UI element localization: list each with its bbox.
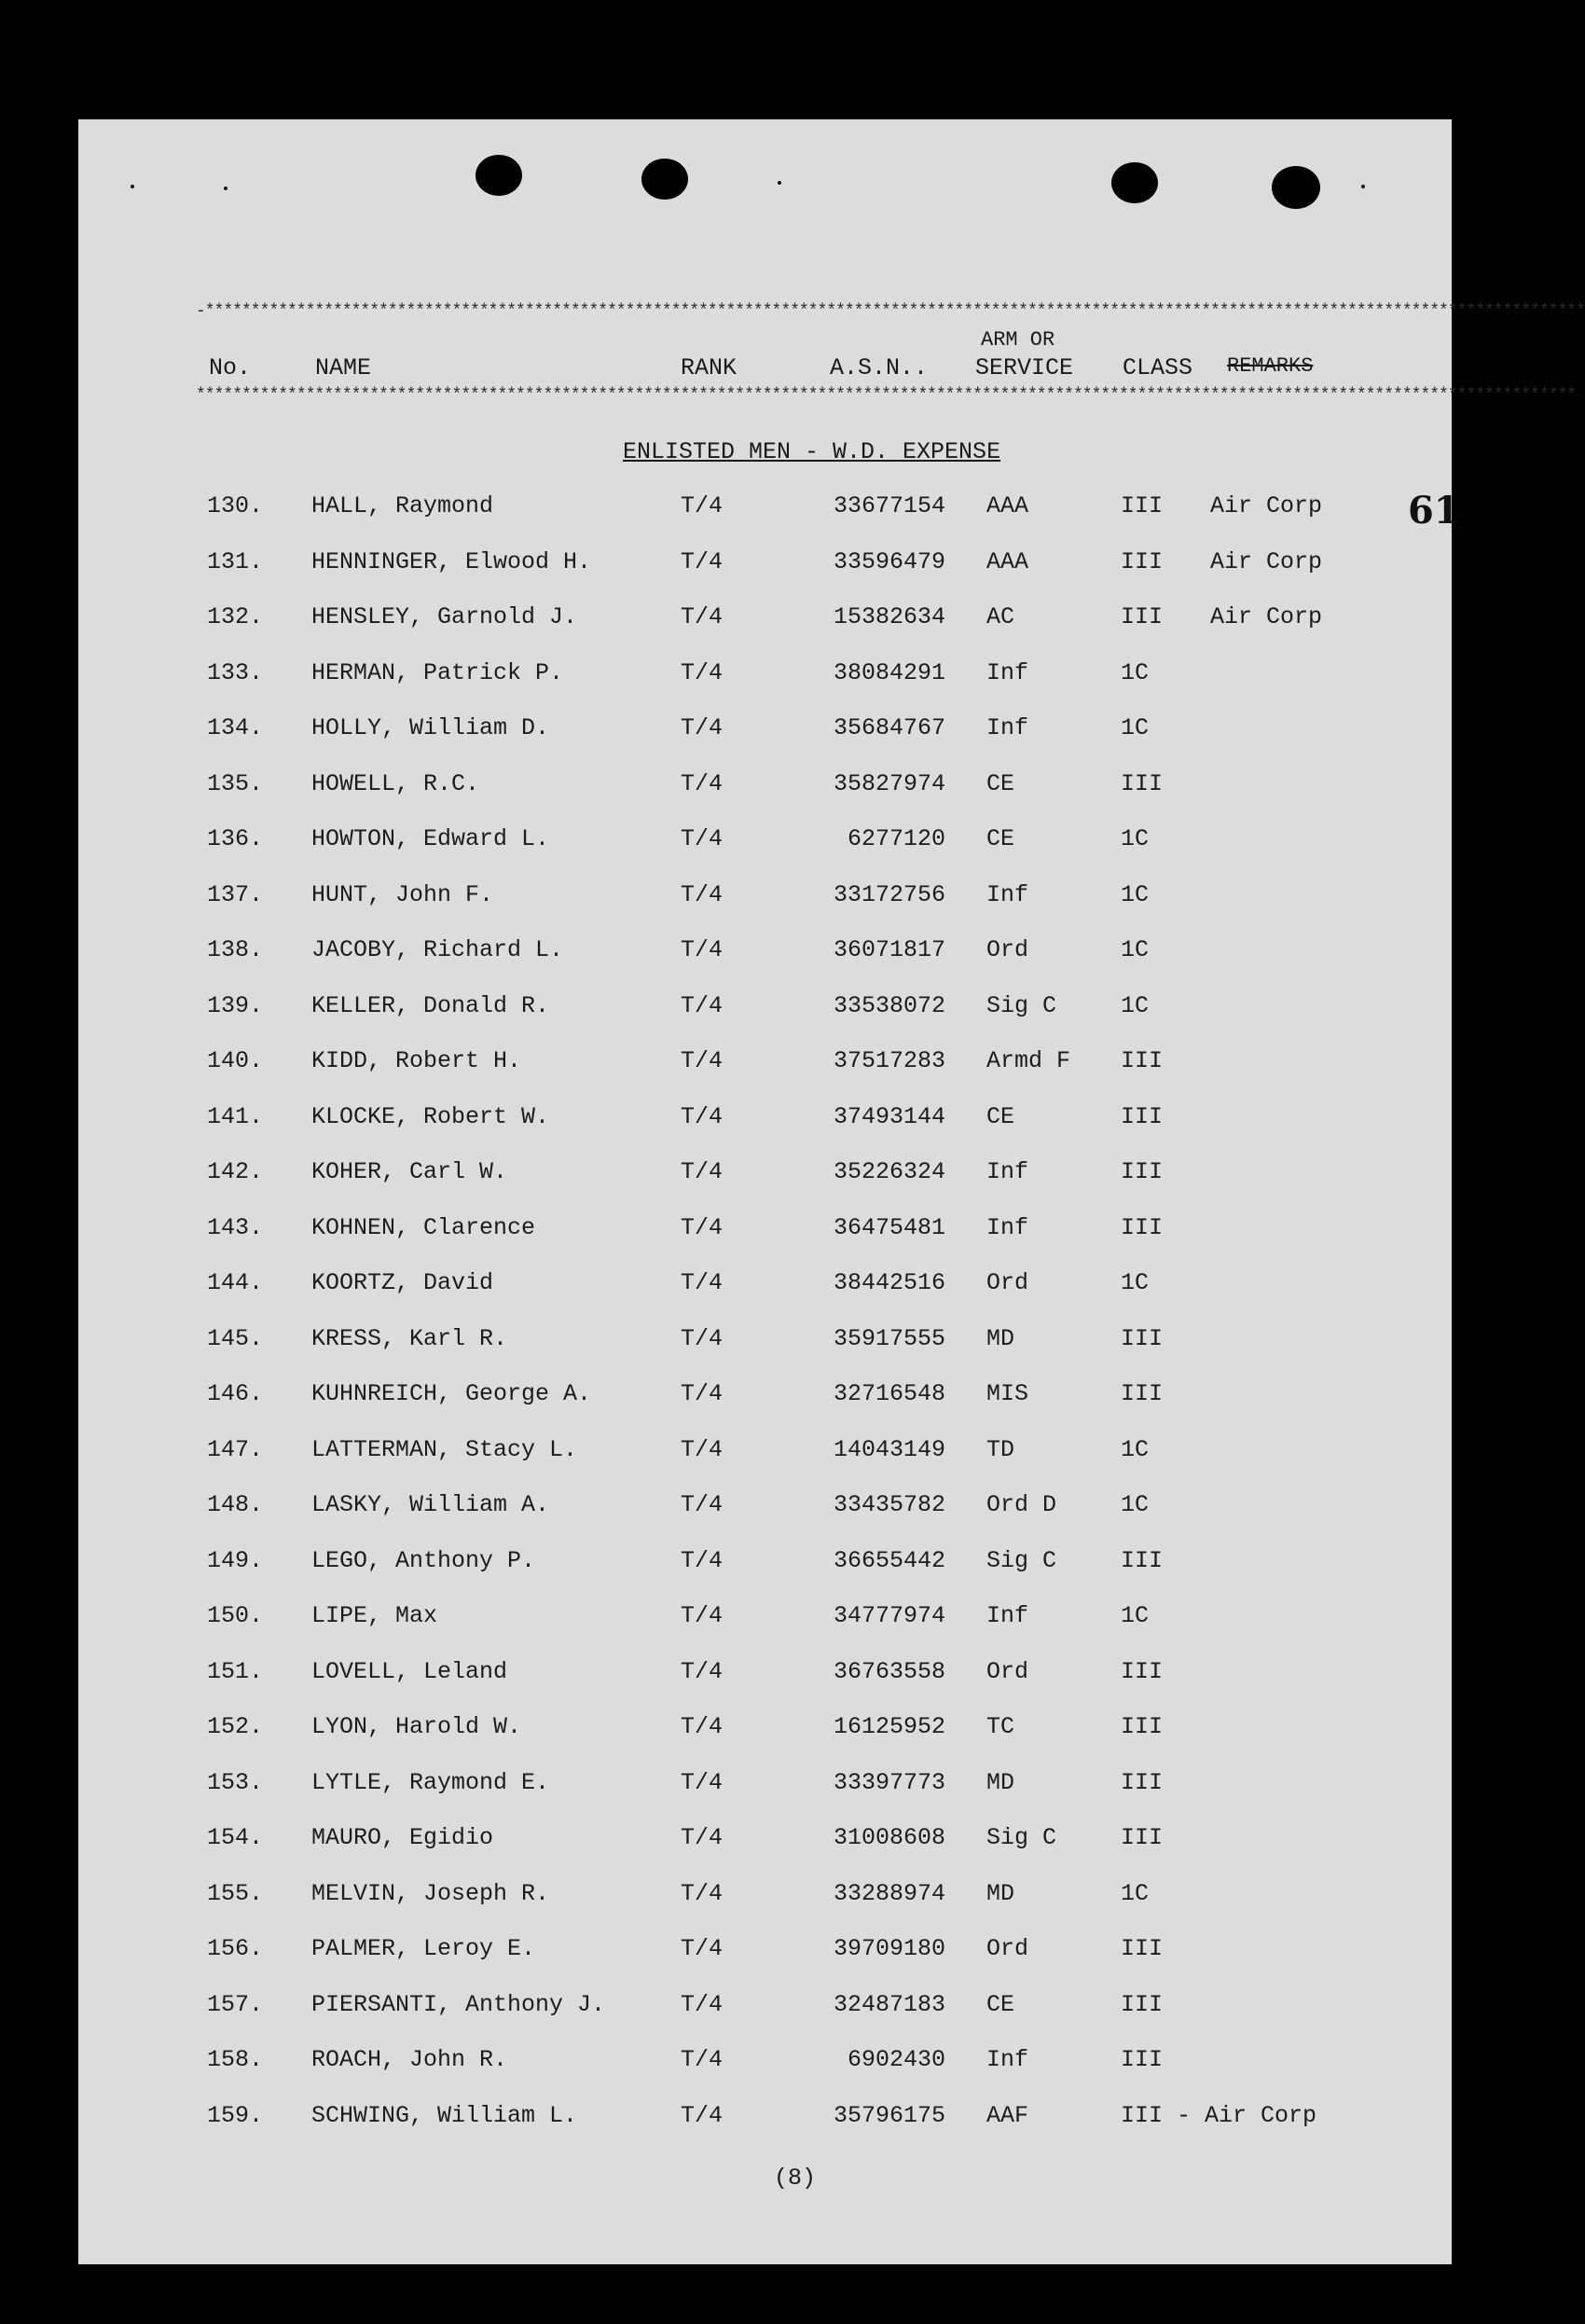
row-asn: 33677154: [833, 492, 945, 519]
row-name: PIERSANTI, Anthony J.: [311, 1991, 606, 2018]
header-arm-line1: ARM OR: [981, 328, 1055, 352]
row-rank: T/4: [681, 1991, 724, 2018]
row-class: 1C: [1121, 1602, 1150, 1629]
row-name: MAURO, Egidio: [311, 1824, 494, 1851]
header-name: NAME: [315, 354, 372, 381]
row-name: KELLER, Donald R.: [311, 992, 550, 1019]
table-row: [0, 1713, 1534, 1750]
row-asn: 35796175: [833, 2102, 945, 2129]
row-class: III: [1121, 770, 1164, 797]
row-rank: T/4: [681, 1325, 724, 1352]
row-name: LIPE, Max: [311, 1602, 438, 1629]
row-name: JACOBY, Richard L.: [311, 936, 564, 963]
row-arm-service: Inf: [986, 2046, 1029, 2073]
row-number: 156.: [207, 1935, 264, 1962]
speck: [131, 185, 134, 188]
page-mark: 61: [1408, 489, 1460, 533]
row-rank: T/4: [681, 881, 724, 908]
row-class: III: [1121, 548, 1164, 575]
header-rank: RANK: [681, 354, 737, 381]
row-number: 130.: [207, 492, 264, 519]
row-arm-service: TD: [986, 1436, 1015, 1463]
speck: [778, 181, 781, 185]
row-arm-service: Inf: [986, 659, 1029, 686]
row-arm-service: Inf: [986, 881, 1029, 908]
row-class: 1C: [1121, 1491, 1150, 1518]
row-asn: 6277120: [847, 825, 945, 852]
row-asn: 6902430: [847, 2046, 945, 2073]
table-row: [0, 2102, 1534, 2139]
row-asn: 35226324: [833, 1158, 945, 1185]
row-rank: T/4: [681, 825, 724, 852]
row-name: HERMAN, Patrick P.: [311, 659, 564, 686]
row-asn: 14043149: [833, 1436, 945, 1463]
row-rank: T/4: [681, 714, 724, 741]
row-class: III: [1121, 1824, 1164, 1851]
row-class: 1C: [1121, 992, 1150, 1019]
table-row: [0, 2046, 1534, 2083]
row-number: 133.: [207, 659, 264, 686]
table-row: [0, 1269, 1534, 1307]
row-class: 1C: [1121, 659, 1150, 686]
row-arm-service: AC: [986, 603, 1015, 630]
row-arm-service: AAF: [986, 2102, 1029, 2129]
row-rank: T/4: [681, 1824, 724, 1851]
table-row: [0, 1436, 1534, 1473]
row-asn: 36475481: [833, 1214, 945, 1241]
row-name: LYTLE, Raymond E.: [311, 1769, 550, 1796]
row-number: 157.: [207, 1991, 264, 2018]
table-row: [0, 603, 1534, 641]
table-row: [0, 1491, 1534, 1529]
row-rank: T/4: [681, 1436, 724, 1463]
row-arm-service: MD: [986, 1769, 1015, 1796]
table-row: [0, 659, 1534, 697]
row-class: 1C: [1121, 881, 1150, 908]
row-number: 149.: [207, 1547, 264, 1574]
row-class: III: [1121, 1547, 1164, 1574]
row-arm-service: Ord: [986, 1658, 1029, 1685]
row-arm-service: Sig C: [986, 1547, 1057, 1574]
row-name: SCHWING, William L.: [311, 2102, 578, 2129]
row-arm-service: CE: [986, 1103, 1015, 1130]
row-rank: T/4: [681, 1214, 724, 1241]
row-arm-service: Inf: [986, 1214, 1029, 1241]
row-remarks: Air Corp: [1210, 492, 1323, 519]
row-rank: T/4: [681, 659, 724, 686]
table-row: [0, 825, 1534, 863]
row-name: KUHNREICH, George A.: [311, 1380, 592, 1407]
row-asn: 32716548: [833, 1380, 945, 1407]
table-row: [0, 1935, 1534, 1972]
row-class: 1C: [1121, 1269, 1150, 1296]
row-number: 139.: [207, 992, 264, 1019]
row-arm-service: Sig C: [986, 992, 1057, 1019]
row-arm-service: Sig C: [986, 1824, 1057, 1851]
row-remarks: Air Corp: [1210, 603, 1323, 630]
row-number: 144.: [207, 1269, 264, 1296]
row-asn: 38084291: [833, 659, 945, 686]
row-class: 1C: [1121, 825, 1150, 852]
row-rank: T/4: [681, 1269, 724, 1296]
table-row: [0, 1214, 1534, 1252]
row-number: 136.: [207, 825, 264, 852]
row-arm-service: MD: [986, 1880, 1015, 1907]
table-row: [0, 770, 1534, 808]
row-rank: T/4: [681, 603, 724, 630]
row-name: LEGO, Anthony P.: [311, 1547, 536, 1574]
row-number: 131.: [207, 548, 264, 575]
row-asn: 35917555: [833, 1325, 945, 1352]
row-name: KOHNEN, Clarence: [311, 1214, 536, 1241]
table-row: [0, 1824, 1534, 1861]
row-name: LATTERMAN, Stacy L.: [311, 1436, 578, 1463]
header-class: CLASS: [1123, 354, 1193, 381]
row-number: 143.: [207, 1214, 264, 1241]
row-class: III: [1121, 1325, 1164, 1352]
row-class: III: [1121, 2046, 1164, 2073]
table-row: [0, 1880, 1534, 1917]
speck: [1361, 185, 1365, 188]
table-row: [0, 1602, 1534, 1639]
row-class: III: [1121, 492, 1164, 519]
header-top-rule: -*******************************************************************************************************************************************************: [196, 302, 1585, 321]
row-name: KIDD, Robert H.: [311, 1047, 522, 1074]
row-name: KLOCKE, Robert W.: [311, 1103, 550, 1130]
row-arm-service: CE: [986, 770, 1015, 797]
row-asn: 36763558: [833, 1658, 945, 1685]
row-number: 151.: [207, 1658, 264, 1685]
row-class: 1C: [1121, 1436, 1150, 1463]
table-row: [0, 492, 1534, 530]
row-class: 1C: [1121, 1880, 1150, 1907]
row-arm-service: CE: [986, 825, 1015, 852]
table-row: [0, 548, 1534, 586]
row-name: KOORTZ, David: [311, 1269, 494, 1296]
row-rank: T/4: [681, 1658, 724, 1685]
row-name: KOHER, Carl W.: [311, 1158, 508, 1185]
row-asn: 16125952: [833, 1713, 945, 1740]
row-number: 153.: [207, 1769, 264, 1796]
row-name: HUNT, John F.: [311, 881, 494, 908]
row-class: III: [1121, 1158, 1164, 1185]
table-row: [0, 1158, 1534, 1196]
row-name: HOWELL, R.C.: [311, 770, 480, 797]
row-class: 1C: [1121, 936, 1150, 963]
row-arm-service: Armd F: [986, 1047, 1071, 1074]
table-row: [0, 1547, 1534, 1584]
row-arm-service: Inf: [986, 1158, 1029, 1185]
row-name: HENNINGER, Elwood H.: [311, 548, 592, 575]
row-asn: 34777974: [833, 1602, 945, 1629]
table-row: [0, 1380, 1534, 1418]
row-asn: 33172756: [833, 881, 945, 908]
row-name: HENSLEY, Garnold J.: [311, 603, 578, 630]
row-rank: T/4: [681, 1047, 724, 1074]
row-rank: T/4: [681, 992, 724, 1019]
row-number: 158.: [207, 2046, 264, 2073]
row-rank: T/4: [681, 936, 724, 963]
row-name: MELVIN, Joseph R.: [311, 1880, 550, 1907]
speck: [224, 187, 227, 190]
row-rank: T/4: [681, 770, 724, 797]
row-number: 146.: [207, 1380, 264, 1407]
row-rank: T/4: [681, 1713, 724, 1740]
row-arm-service: Ord: [986, 1935, 1029, 1962]
row-class: III: [1121, 1658, 1164, 1685]
row-rank: T/4: [681, 1380, 724, 1407]
table-row: [0, 936, 1534, 974]
row-number: 154.: [207, 1824, 264, 1851]
header-remarks: REMARKS: [1227, 354, 1314, 378]
row-name: HOWTON, Edward L.: [311, 825, 550, 852]
page-number: (8): [774, 2165, 817, 2192]
row-rank: T/4: [681, 1935, 724, 1962]
table-row: [0, 714, 1534, 752]
row-rank: T/4: [681, 1547, 724, 1574]
row-class: III: [1121, 1769, 1164, 1796]
row-asn: 35827974: [833, 770, 945, 797]
row-number: 155.: [207, 1880, 264, 1907]
row-rank: T/4: [681, 2102, 724, 2129]
table-row: [0, 1047, 1534, 1085]
row-arm-service: AAA: [986, 548, 1029, 575]
row-asn: 31008608: [833, 1824, 945, 1851]
row-arm-service: MD: [986, 1325, 1015, 1352]
row-class: III: [1121, 1713, 1164, 1740]
row-arm-service: Ord: [986, 936, 1029, 963]
row-class: 1C: [1121, 714, 1150, 741]
row-number: 148.: [207, 1491, 264, 1518]
row-rank: T/4: [681, 1103, 724, 1130]
row-class: III: [1121, 1214, 1164, 1241]
table-row: [0, 881, 1534, 919]
row-arm-service: CE: [986, 1991, 1015, 2018]
row-name: PALMER, Leroy E.: [311, 1935, 536, 1962]
row-number: 141.: [207, 1103, 264, 1130]
row-rank: T/4: [681, 1158, 724, 1185]
row-class: III: [1121, 1103, 1164, 1130]
row-name: HALL, Raymond: [311, 492, 494, 519]
header-no: No.: [209, 354, 252, 381]
row-asn: 15382634: [833, 603, 945, 630]
row-number: 147.: [207, 1436, 264, 1463]
row-asn: 39709180: [833, 1935, 945, 1962]
row-name: KRESS, Karl R.: [311, 1325, 508, 1352]
row-class: III: [1121, 1935, 1164, 1962]
row-arm-service: Ord D: [986, 1491, 1057, 1518]
header-bottom-rule: *******************************************************************************************************************************************************: [196, 386, 1577, 405]
row-arm-service: TC: [986, 1713, 1015, 1740]
row-name: LYON, Harold W.: [311, 1713, 522, 1740]
row-name: ROACH, John R.: [311, 2046, 508, 2073]
table-row: [0, 1991, 1534, 2028]
row-name: LASKY, William A.: [311, 1491, 550, 1518]
row-name: HOLLY, William D.: [311, 714, 550, 741]
table-row: [0, 1769, 1534, 1806]
row-class: III: [1121, 603, 1164, 630]
row-number: 140.: [207, 1047, 264, 1074]
row-asn: 38442516: [833, 1269, 945, 1296]
row-number: 152.: [207, 1713, 264, 1740]
row-number: 134.: [207, 714, 264, 741]
table-row: [0, 1103, 1534, 1141]
row-class: III - Air Corp: [1121, 2102, 1317, 2129]
header-asn: A.S.N..: [830, 354, 929, 381]
row-class: III: [1121, 1047, 1164, 1074]
row-asn: 35684767: [833, 714, 945, 741]
row-number: 135.: [207, 770, 264, 797]
row-asn: 36655442: [833, 1547, 945, 1574]
row-asn: 33596479: [833, 548, 945, 575]
row-number: 159.: [207, 2102, 264, 2129]
row-number: 132.: [207, 603, 264, 630]
punch-hole: [641, 159, 688, 200]
row-number: 142.: [207, 1158, 264, 1185]
header-arm-line2: SERVICE: [975, 354, 1074, 381]
row-arm-service: Inf: [986, 714, 1029, 741]
row-number: 150.: [207, 1602, 264, 1629]
row-arm-service: Inf: [986, 1602, 1029, 1629]
row-number: 137.: [207, 881, 264, 908]
row-arm-service: MIS: [986, 1380, 1029, 1407]
table-row: [0, 1658, 1534, 1695]
row-asn: 36071817: [833, 936, 945, 963]
row-asn: 32487183: [833, 1991, 945, 2018]
row-number: 138.: [207, 936, 264, 963]
row-name: LOVELL, Leland: [311, 1658, 508, 1685]
table-row: [0, 992, 1534, 1030]
punch-hole: [1111, 162, 1158, 203]
row-asn: 33288974: [833, 1880, 945, 1907]
row-rank: T/4: [681, 1491, 724, 1518]
row-number: 145.: [207, 1325, 264, 1352]
row-class: III: [1121, 1991, 1164, 2018]
row-rank: T/4: [681, 1769, 724, 1796]
row-class: III: [1121, 1380, 1164, 1407]
punch-hole: [1272, 166, 1320, 209]
row-asn: 37517283: [833, 1047, 945, 1074]
table-row: [0, 1325, 1534, 1363]
row-asn: 33397773: [833, 1769, 945, 1796]
row-rank: T/4: [681, 548, 724, 575]
row-rank: T/4: [681, 1602, 724, 1629]
row-rank: T/4: [681, 2046, 724, 2073]
row-rank: T/4: [681, 492, 724, 519]
punch-hole: [476, 155, 522, 196]
row-asn: 37493144: [833, 1103, 945, 1130]
row-arm-service: AAA: [986, 492, 1029, 519]
row-remarks: Air Corp: [1210, 548, 1323, 575]
section-title: ENLISTED MEN - W.D. EXPENSE: [623, 438, 1001, 465]
row-asn: 33538072: [833, 992, 945, 1019]
row-rank: T/4: [681, 1880, 724, 1907]
row-arm-service: Ord: [986, 1269, 1029, 1296]
row-asn: 33435782: [833, 1491, 945, 1518]
